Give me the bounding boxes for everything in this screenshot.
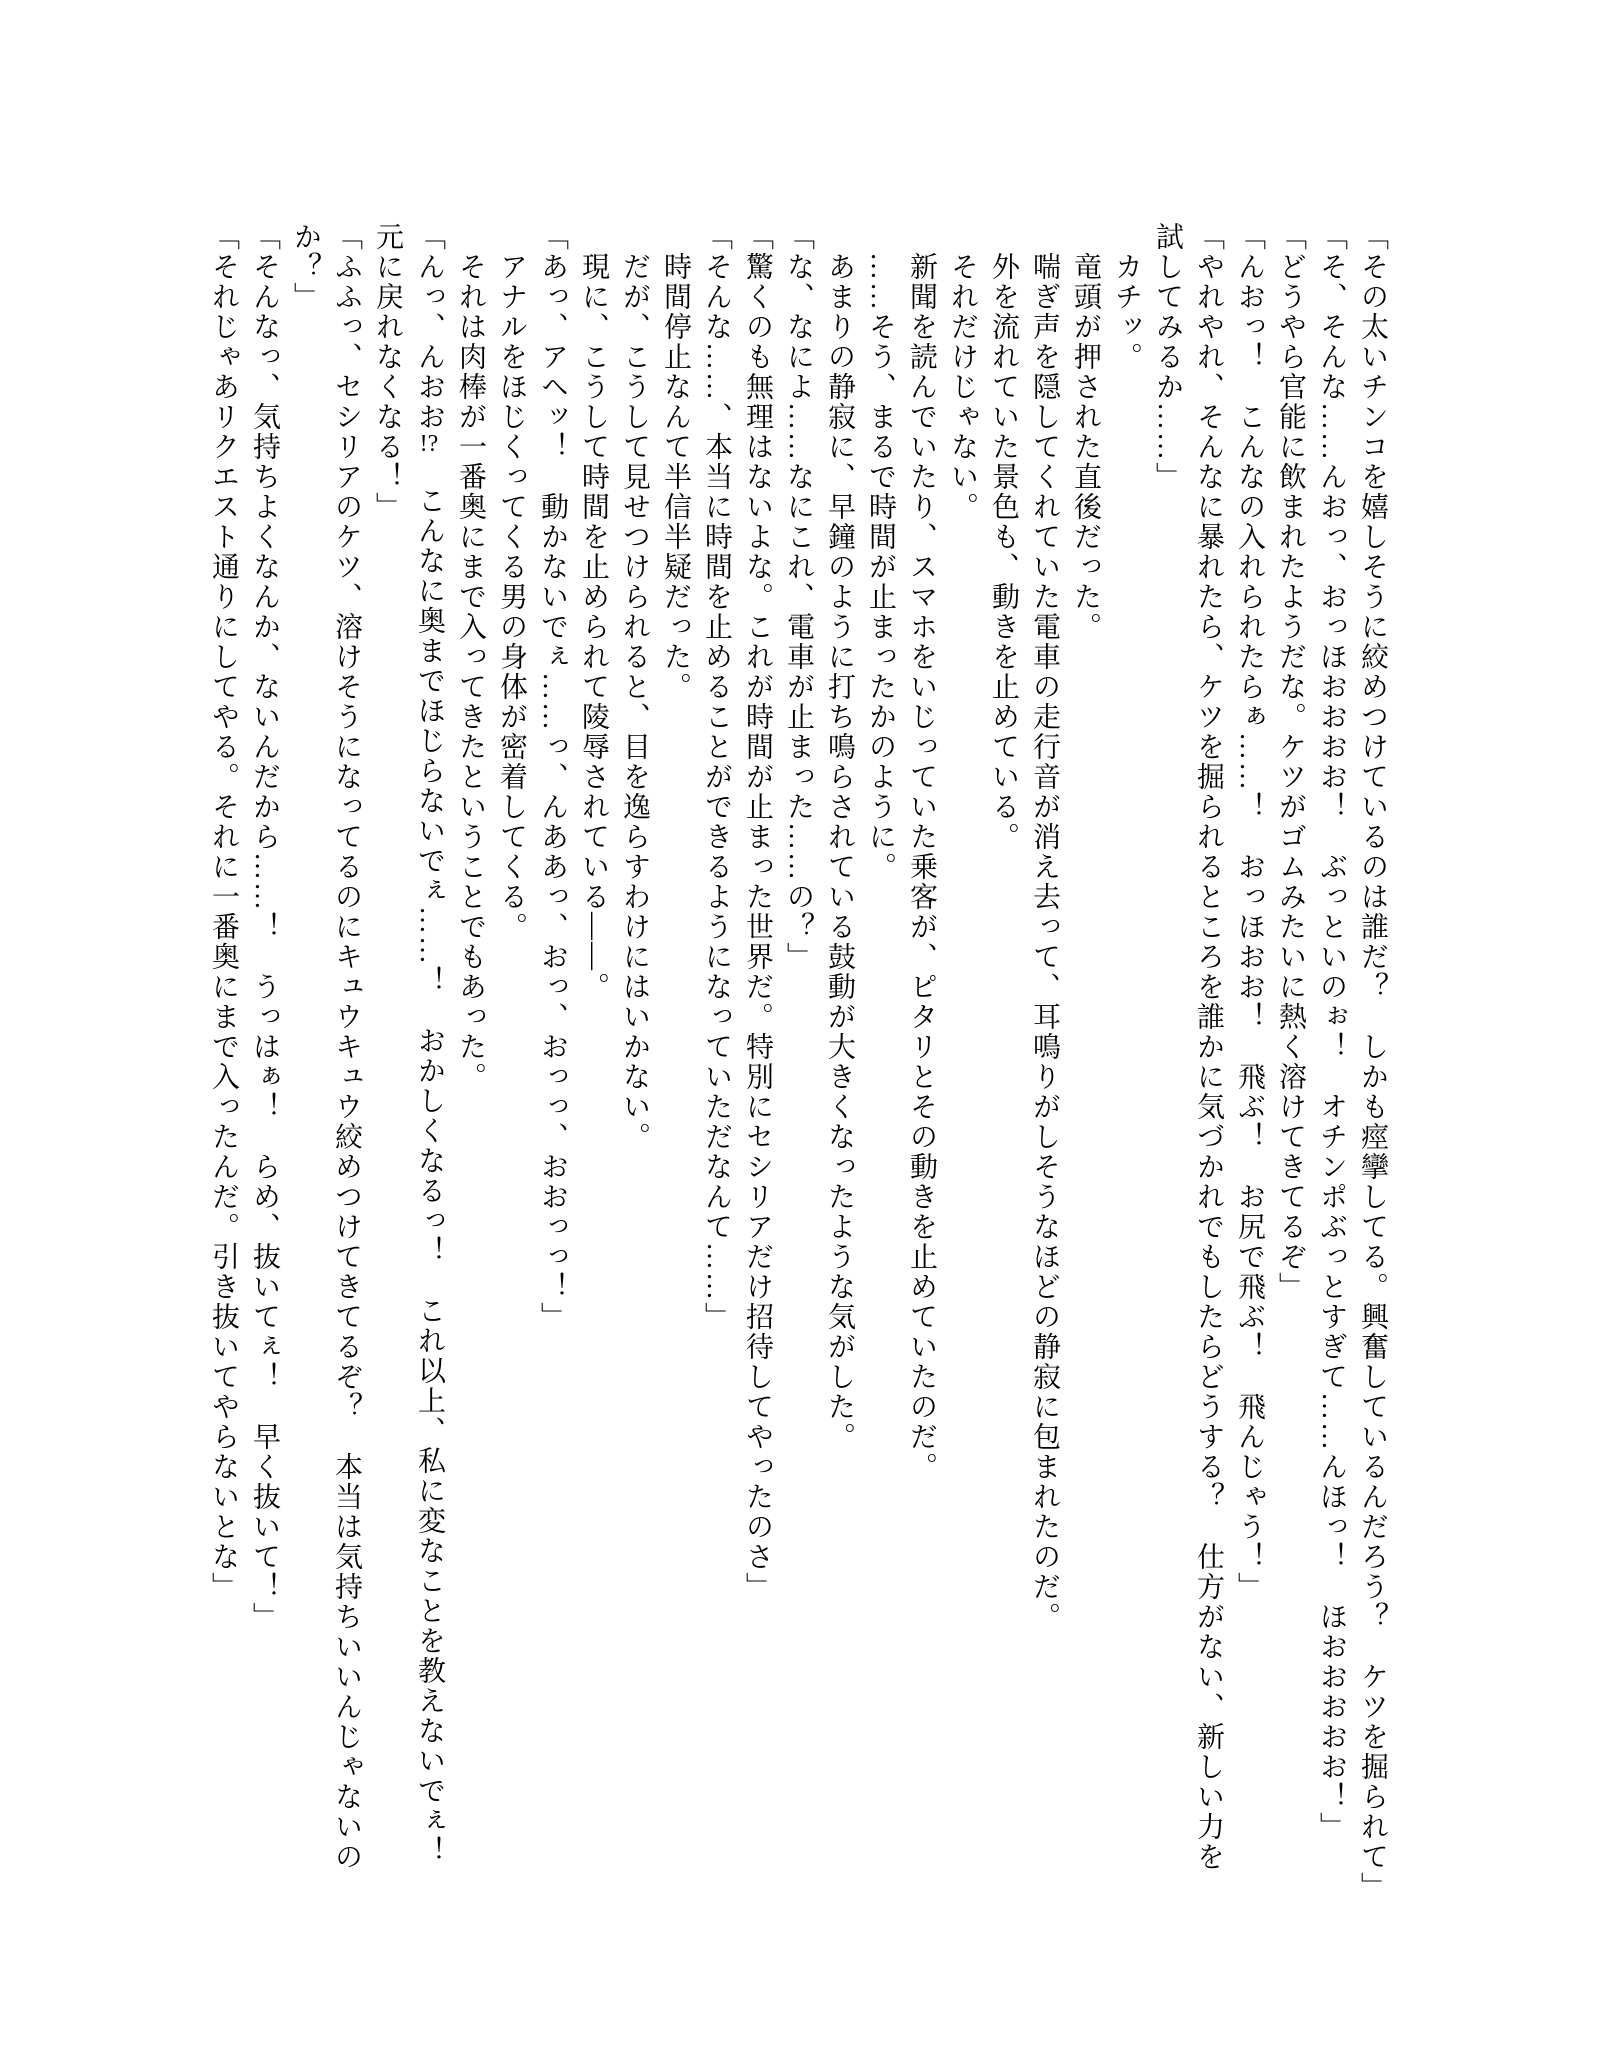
text-line: 「んおっ！ こんなの入れられたらぁ……！ おっほおお！ 飛ぶ！ お尻で飛ぶ！ 飛んじゃう！」	[1234, 222, 1265, 1602]
text-line: 竜頭が押された直後だった。	[1070, 222, 1101, 642]
text-line: それだけじゃない。	[947, 222, 978, 522]
text-line: 「そ、そんな……んおっ、おっほおおおお！ ぶっといのぉ！ オチンポぶっとすぎて……んほっ！ ほおおおおお！」	[1316, 222, 1347, 1842]
text-line: 「な、なによ……なにこれ、電車が止まった……の？」	[783, 222, 814, 972]
text-line: ……そう、まるで時間が止まったかのように。	[865, 222, 896, 882]
text-line: 外を流れていた景色も、動きを止めている。	[988, 222, 1019, 852]
text-line: カチッ。	[1111, 222, 1142, 372]
text-line: 「そんな……、本当に時間を止めることができるようになっていただなんて……」	[701, 222, 732, 1332]
text-line: 試してみるか……」	[1152, 222, 1183, 492]
tatechuyoko-exclamation-question: !?	[419, 432, 439, 456]
text-line: 時間停止なんて半信半疑だった。	[660, 222, 691, 702]
text-line: 元に戻れなくなる！」	[372, 222, 403, 522]
text-line: あまりの静寂に、早鐘のように打ち鳴らされている鼓動が大きくなったような気がした。	[824, 222, 855, 1452]
text-line: 「あっ、アヘッ！ 動かないでぇ……っ、んああっ、おっ、おっっ、おおっっ！」	[537, 222, 568, 1332]
text-line: 「その太いチンコを嬉しそうに絞めつけているのは誰だ？ しかも痙攣してる。興奮しているんだろう？ ケツを掘られて」	[1357, 222, 1388, 1902]
vertical-text-block	[203, 222, 1393, 1912]
text-line: 「そんなっ、気持ちよくなんか、ないんだから……！ うっはぁ！ らめ、抜いてぇ！ 早く抜いて！」	[249, 222, 280, 1632]
text-line: 「やれやれ、そんなに暴れたら、ケツを掘られるところを誰かに気づかれでもしたらどうする？ 仕方がない、新しい力を	[1193, 222, 1224, 1872]
text-line: 喘ぎ声を隠してくれていた電車の走行音が消え去って、耳鳴りがしそうなほどの静寂に包まれたのだ。	[1029, 222, 1060, 1632]
text-line: 「どうやら官能に飲まれたようだな。ケツがゴムみたいに熱く溶けてきてるぞ」	[1275, 222, 1306, 1302]
text-line: 「ふふっ、セシリアのケツ、溶けそうになってるのにキュウキュウ絞めつけてきてるぞ？ 本当は気持ちいいんじゃないの	[331, 222, 362, 1872]
text-line: それは肉棒が一番奥にまで入ってきたということでもあった。	[455, 222, 486, 1092]
text-line: アナルをほじくってくる男の身体が密着してくる。	[496, 222, 527, 942]
text-line: か？」	[290, 222, 321, 312]
text-line: 「んっ、んおお!? こんなに奥までほじらないでぇ……！ おかしくなるっ！ これ以上、私に変なことを教えないでぇ！	[414, 222, 445, 1866]
text-line: 「驚くのも無理はないよな。これが時間が止まった世界だ。特別にセシリアだけ招待してやったのさ」	[742, 222, 773, 1602]
text-line: だが、こうして見せつけられると、目を逸らすわけにはいかない。	[619, 222, 650, 1152]
text-line: 現に、こうして時間を止められて陵辱されている――。	[578, 222, 609, 1002]
text-line: 「それじゃあリクエスト通りにしてやる。それに一番奥にまで入ったんだ。引き抜いてやらないとな」	[208, 222, 239, 1602]
text-line: 新聞を読んでいたり、スマホをいじっていた乗客が、ピタリとその動きを止めていたのだ。	[906, 222, 937, 1482]
